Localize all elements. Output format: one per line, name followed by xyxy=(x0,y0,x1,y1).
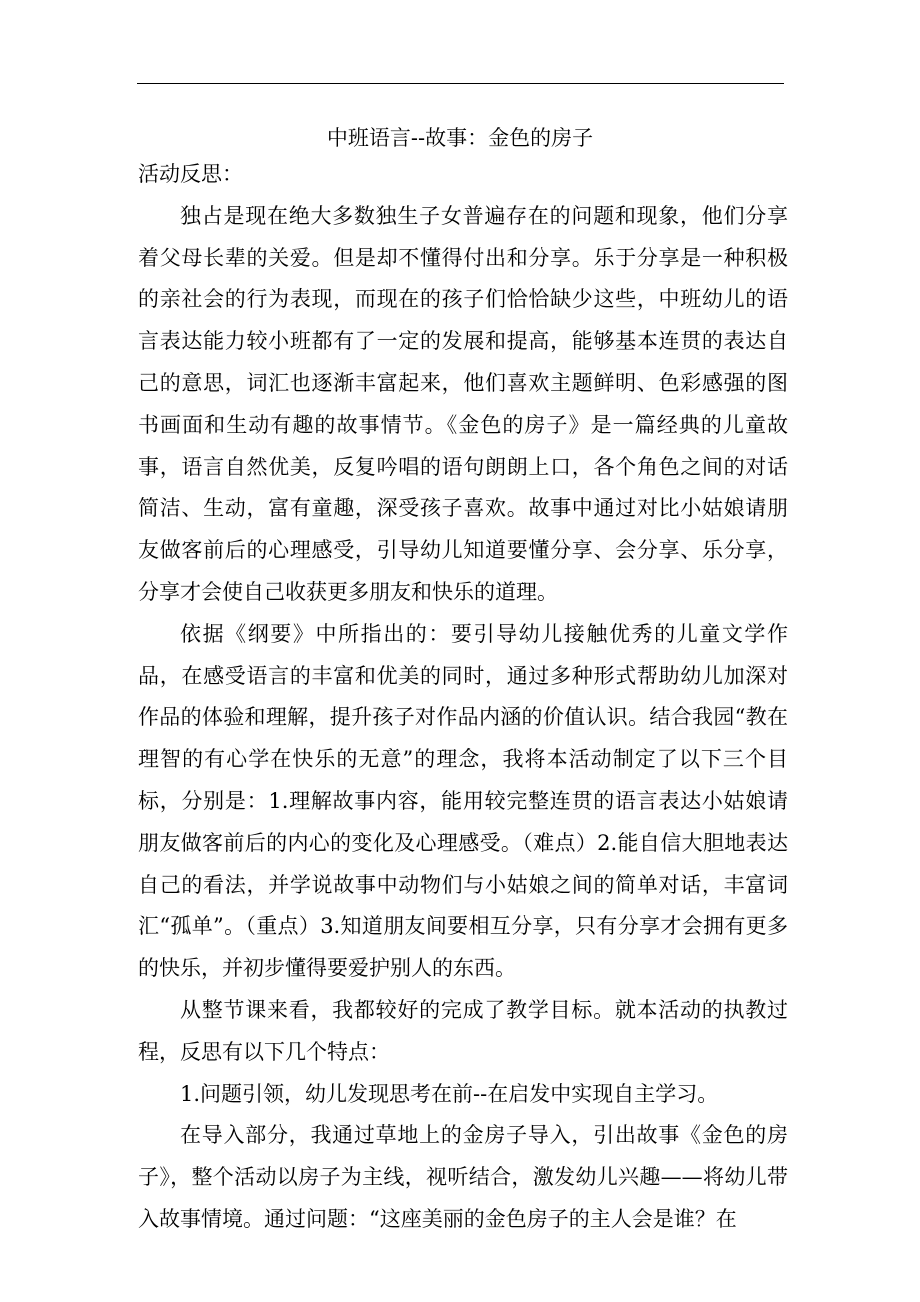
paragraph-4: 1.问题引领，幼儿发现思考在前--在启发中实现自主学习。 xyxy=(180,1081,719,1106)
paragraph-5: 在导入部分，我通过草地上的金房子导入，引出故事《金色的房子》，整个活动以房子为主线，视听结合，激发幼儿兴趣——将幼儿带入故事情境。通过问题：“这座美丽的金色房子的主人会是谁？在 xyxy=(138,1123,788,1231)
paragraph-3: 从整节课来看，我都较好的完成了教学目标。就本活动的执教过程，反思有以下几个特点： xyxy=(138,997,788,1064)
paragraph-1: 独占是现在绝大多数独生子女普遍存在的问题和现象，他们分享着父母长辈的关爱。但是却不懂得付出和分享。乐于分享是一种积极的亲社会的行为表现，而现在的孩子们恰恰缺少这些，中班幼儿的语言表达能力较小班都有了一定的发展和提高，能够基本连贯的表达自己的意思，词汇也逐渐丰富起来，他们喜欢主题鲜明、色彩感强的图书画面和生动有趣的故事情节。《金色的房子》是一篇经典的儿童故事，语言自然优美，反复吟唱的语句朗朗上口，各个角色之间的对话简洁、生动，富有童趣，深受孩子喜欢。故事中通过对比小姑娘请朋友做客前后的心理感受，引导幼儿知道要懂分享、会分享、乐分享，分享才会使自己收获更多朋友和快乐的道理。 xyxy=(138,203,788,604)
document-body xyxy=(138,154,788,1241)
section-label: 活动反思： xyxy=(138,162,243,186)
document-title: 中班语言--故事：金色的房子 xyxy=(326,126,594,150)
header-rule xyxy=(137,83,784,84)
paragraph-2: 依据《纲要》中所指出的：要引导幼儿接触优秀的儿童文学作品，在感受语言的丰富和优美的同时，通过多种形式帮助幼儿加深对作品的体验和理解，提升孩子对作品内涵的价值认识。结合我园“教在理智的有心学在快乐的无意”的理念，我将本活动制定了以下三个目标，分别是：1.理解故事内容，能用较完整连贯的语言表达小姑娘请朋友做客前后的内心的变化及心理感受。（难点）2.能自信大胆地表达自己的看法，并学说故事中动物们与小姑娘之间的简单对话，丰富词汇“孤单”。（重点）3.知道朋友间要相互分享，只有分享才会拥有更多的快乐，并初步懂得要爱护别人的东西。 xyxy=(138,621,788,981)
